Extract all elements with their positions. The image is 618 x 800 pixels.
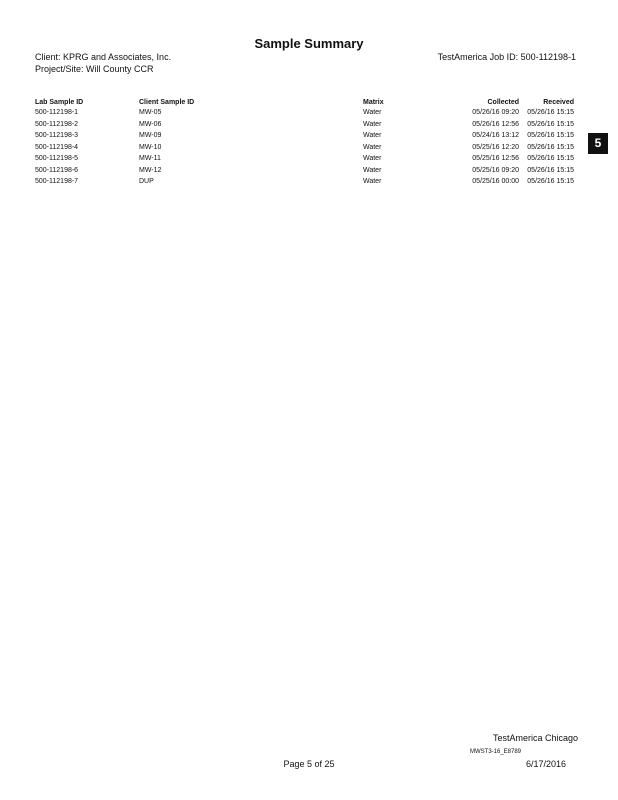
section-tab-badge: 5 (588, 133, 608, 154)
column-header-received: Received (543, 98, 574, 106)
lab-sample-id: 500-112198-1 (35, 109, 79, 116)
page-title: Sample Summary (254, 36, 364, 51)
column-header-matrix: Matrix (363, 98, 384, 106)
matrix: Water (363, 155, 382, 162)
matrix: Water (363, 166, 382, 174)
received: 05/26/16 15:15 (527, 178, 574, 185)
lab-sample-id: 500-112198-2 (35, 120, 79, 128)
table-row (35, 121, 574, 133)
table-row (35, 109, 574, 121)
received: 05/26/16 15:15 (527, 166, 574, 174)
matrix: Water (363, 109, 382, 116)
table-header-row (35, 97, 574, 109)
received: 05/26/16 15:15 (527, 109, 574, 116)
column-header-collected: Collected (487, 98, 519, 106)
lab-sample-id: 500-112198-3 (35, 132, 79, 139)
job-id: TestAmerica Job ID: 500-112198-1 (437, 52, 576, 62)
matrix: Water (363, 143, 382, 151)
report-date: 6/17/2016 (525, 759, 566, 769)
client-sample-id: MW-10 (139, 143, 162, 151)
column-header-lab-sample-id: Lab Sample ID (35, 98, 84, 106)
lab-name: TestAmerica Chicago (492, 733, 578, 743)
client-line: Client: KPRG and Associates, Inc. (35, 52, 172, 62)
collected: 05/24/16 13:12 (472, 132, 519, 139)
table-row (35, 144, 574, 156)
page-number: Page 5 of 25 (283, 759, 335, 769)
table-row (35, 178, 574, 190)
table-row (35, 167, 574, 179)
collected: 05/25/16 12:20 (472, 143, 519, 151)
received: 05/26/16 15:15 (527, 132, 574, 139)
matrix: Water (363, 178, 382, 185)
lab-sample-id: 500-112198-6 (35, 166, 79, 174)
received: 05/26/16 15:15 (527, 155, 574, 162)
client-sample-id: MW-11 (139, 155, 161, 162)
lab-sample-id: 500-112198-7 (35, 178, 79, 185)
matrix: Water (363, 120, 382, 128)
client-sample-id: MW-06 (139, 120, 162, 128)
client-sample-id: DUP (139, 178, 154, 185)
received: 05/26/16 15:15 (527, 143, 574, 151)
column-header-client-sample-id: Client Sample ID (139, 98, 195, 106)
collected: 05/26/16 09:20 (472, 109, 519, 116)
collected: 05/26/16 12:56 (472, 120, 519, 128)
matrix: Water (363, 132, 382, 139)
client-sample-id: MW-05 (139, 109, 162, 116)
client-sample-id: MW-09 (139, 132, 162, 139)
sample-table (35, 97, 574, 190)
client-sample-id: MW-12 (139, 166, 162, 174)
lab-sample-id: 500-112198-5 (35, 155, 79, 162)
table-row (35, 155, 574, 167)
collected: 05/25/16 09:20 (472, 166, 519, 174)
collected: 05/25/16 00:00 (472, 178, 519, 185)
table-row (35, 132, 574, 144)
project-line: Project/Site: Will County CCR (35, 64, 154, 74)
document-code: MWST3-16_E8789 (470, 749, 522, 755)
received: 05/26/16 15:15 (527, 120, 574, 128)
lab-sample-id: 500-112198-4 (35, 143, 79, 151)
collected: 05/25/16 12:56 (472, 155, 519, 162)
